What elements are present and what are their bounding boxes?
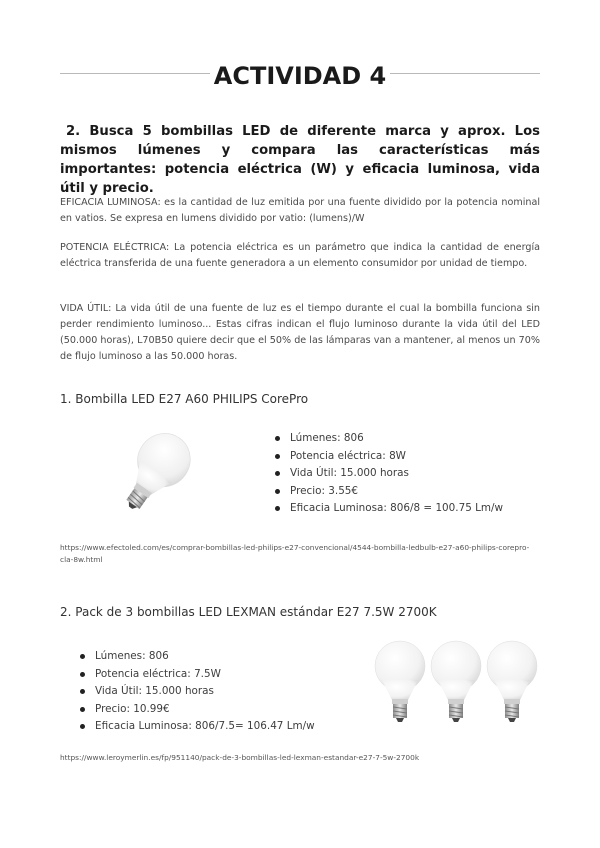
list-item: Lúmenes: 806	[273, 430, 503, 448]
product-1-specs	[273, 430, 503, 518]
product-1-url[interactable]: https://www.efectoled.com/es/comprar-bombillas-led-philips-e27-convencional/4544-bombilla-ledbulb-e27-a60-philips-corepro-cla-8w.html	[60, 543, 530, 564]
product-2-url[interactable]: https://www.leroymerlin.es/fp/951140/pack-de-3-bombillas-led-lexman-estandar-e27-7-5w-2700k	[60, 753, 420, 762]
list-item: Potencia eléctrica: 7.5W	[78, 666, 315, 684]
page-title: ACTIVIDAD 4	[0, 62, 600, 90]
definition-luminous-efficacy: EFICACIA LUMINOSA: es la cantidad de luz emitida por una fuente dividido por la potencia nominal en vatios. Se expresa en lumens dividido por vatio: (lumens)/W	[60, 197, 540, 224]
product-1-title: 1. Bombilla LED E27 A60 PHILIPS CorePro	[60, 392, 309, 406]
list-item: Potencia eléctrica: 8W	[273, 448, 503, 466]
product-2-title: 2. Pack de 3 bombillas LED LEXMAN estándar E27 7.5W 2700K	[60, 605, 437, 619]
led-bulb-icon	[112, 428, 197, 516]
definition-lifespan: VIDA ÚTIL: La vida útil de una fuente de luz es el tiempo durante el cual la bombilla funciona sin perder rendimiento luminoso... Estas cifras indican el flujo luminoso durante la vida útil del LED (50.000 horas), L70B50 quiere decir que el 50% de las lámparas van a mantener, al menos un 70% de flujo luminoso a las 50.000 horas.	[60, 303, 540, 362]
list-item: Precio: 3.55€	[273, 483, 503, 501]
led-bulb-pack-icon	[372, 640, 544, 726]
list-item: Eficacia Luminosa: 806/7.5= 106.47 Lm/w	[78, 718, 315, 736]
definition-electric-power: POTENCIA ELÉCTRICA: La potencia eléctrica es un parámetro que indica la cantidad de energía eléctrica transferida de una fuente generadora a un elemento consumidor por unidad de tiempo.	[60, 242, 540, 269]
question-text: 2. Busca 5 bombillas LED de diferente marca y aprox. Los mismos lúmenes y compara las características más importantes: potencia eléctrica (W) y eficacia luminosa, vida útil y precio.	[60, 124, 540, 196]
list-item: Precio: 10.99€	[78, 701, 315, 719]
list-item: Vida Útil: 15.000 horas	[273, 465, 503, 483]
list-item: Vida Útil: 15.000 horas	[78, 683, 315, 701]
product-2-specs	[78, 648, 315, 736]
list-item: Lúmenes: 806	[78, 648, 315, 666]
list-item: Eficacia Luminosa: 806/8 = 100.75 Lm/w	[273, 500, 503, 518]
